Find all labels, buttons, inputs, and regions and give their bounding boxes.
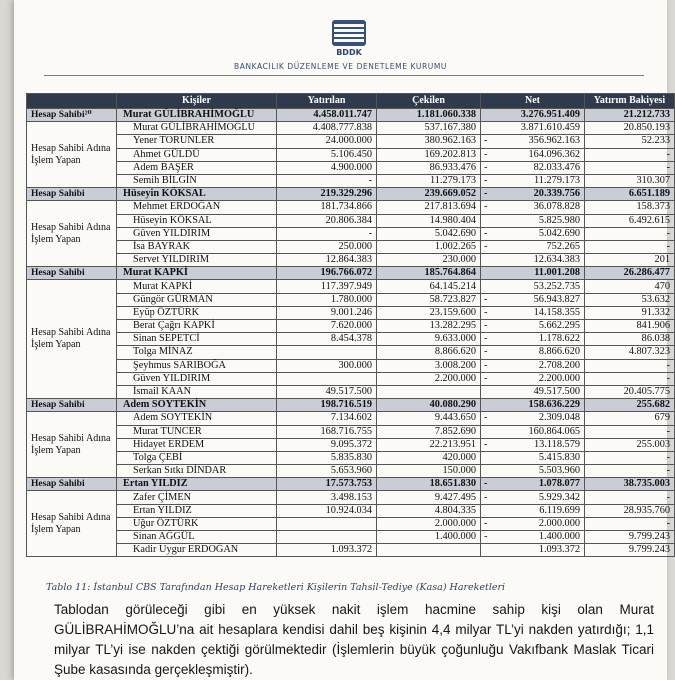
person-name: İsa BAYRAK [117, 240, 277, 253]
cekilen-cell: 40.080.290 [377, 399, 481, 412]
bakiye-cell: 9.799.243 [585, 544, 675, 557]
yatirilan-cell: 1.780.000 [277, 293, 377, 306]
table-body [27, 109, 675, 557]
net-cell [481, 280, 585, 293]
bakiye-cell: 28.935.760 [585, 504, 675, 517]
table-row [27, 465, 675, 478]
yatirilan-cell: 49.517.500 [277, 385, 377, 398]
owner-row [27, 478, 675, 491]
net-cell [481, 135, 585, 148]
table-row [27, 385, 675, 398]
bakiye-cell: - [585, 227, 675, 240]
column-header: Yatırılan [277, 94, 377, 109]
negative-sign: - [484, 531, 488, 543]
yatirilan-cell: 181.734.866 [277, 201, 377, 214]
net-value: 164.096.362 [528, 148, 580, 160]
cekilen-cell: 185.764.864 [377, 267, 481, 280]
net-cell [481, 306, 585, 319]
net-value: 2.708.200 [538, 359, 580, 371]
person-name: Hüseyin KÖKSAL [117, 214, 277, 227]
person-name: Eyüp ÖZTÜRK [117, 306, 277, 319]
net-cell [481, 517, 585, 530]
person-name: Ertan YILDIZ [117, 504, 277, 517]
bakiye-cell: 158.373 [585, 201, 675, 214]
yatirilan-cell: 117.397.949 [277, 280, 377, 293]
yatirilan-cell: - [277, 227, 377, 240]
table-row [27, 214, 675, 227]
role-label: Hesap Sahibi Adına İşlem Yapan [27, 412, 117, 478]
net-cell [481, 214, 585, 227]
negative-sign: - [484, 175, 488, 187]
person-name: Ahmet GÜLDÜ [117, 148, 277, 161]
cekilen-cell: 150.000 [377, 465, 481, 478]
yatirilan-cell: - [277, 174, 377, 187]
bakiye-cell: 26.286.477 [585, 267, 675, 280]
net-value: 5.503.960 [538, 465, 580, 477]
negative-sign: - [484, 240, 488, 252]
table-row [27, 346, 675, 359]
bakiye-cell: 201 [585, 254, 675, 267]
net-cell [481, 240, 585, 253]
net-cell [481, 188, 585, 201]
net-cell [481, 425, 585, 438]
person-name: Uğur ÖZTÜRK [117, 517, 277, 530]
person-name: Mehmet ERDOĞAN [117, 201, 277, 214]
column-header: Yatırım Bakiyesi [585, 94, 675, 109]
table-row [27, 425, 675, 438]
bakiye-cell: - [585, 425, 675, 438]
table-row [27, 135, 675, 148]
table-row [27, 227, 675, 240]
bakiye-cell: 255.003 [585, 438, 675, 451]
cekilen-cell: 3.008.200 [377, 359, 481, 372]
person-name: Güven YILDIRIM [117, 227, 277, 240]
bakiye-cell: - [585, 372, 675, 385]
negative-sign: - [484, 135, 488, 147]
net-cell [481, 412, 585, 425]
net-cell [481, 346, 585, 359]
negative-sign: - [484, 320, 488, 332]
net-value: 5.042.690 [538, 227, 580, 239]
table-row [27, 306, 675, 319]
bakiye-cell: 91.332 [585, 306, 675, 319]
table-row [27, 254, 675, 267]
person-name: Kadir Uygur ERDOĞAN [117, 544, 277, 557]
net-value: 3.276.951.409 [520, 109, 580, 121]
yatirilan-cell: 300.000 [277, 359, 377, 372]
bakiye-cell: - [585, 465, 675, 478]
table-row [27, 122, 675, 135]
net-value: 11.001.208 [534, 267, 580, 279]
bakiye-cell: - [585, 451, 675, 464]
cekilen-cell: 217.813.694 [377, 201, 481, 214]
cekilen-cell: 86.933.476 [377, 161, 481, 174]
cekilen-cell: 23.159.600 [377, 306, 481, 319]
table-header-row [27, 94, 675, 109]
transactions-table-wrapper [26, 93, 674, 557]
yatirilan-cell: 17.573.753 [277, 478, 377, 491]
column-header: Çekilen [377, 94, 481, 109]
net-value: 1.093.372 [538, 544, 580, 556]
negative-sign: - [484, 293, 488, 305]
cekilen-cell: 11.279.173 [377, 174, 481, 187]
yatirilan-cell: 24.000.000 [277, 135, 377, 148]
net-value: 1.400.000 [538, 531, 580, 543]
net-cell [481, 385, 585, 398]
owner-label: Hesap Sahibi [27, 267, 117, 280]
negative-sign: - [484, 201, 488, 213]
bakiye-cell: 255.682 [585, 399, 675, 412]
negative-sign: - [484, 188, 488, 200]
net-cell [481, 399, 585, 412]
net-value: 5.415.830 [538, 451, 580, 463]
yatirilan-cell: 5.106.450 [277, 148, 377, 161]
yatirilan-cell: 10.924.034 [277, 504, 377, 517]
negative-sign: - [484, 148, 488, 160]
net-value: 36.078.828 [533, 201, 580, 213]
owner-name: Murat KAPKİ [117, 267, 277, 280]
table-row [27, 412, 675, 425]
net-value: 11.279.173 [534, 175, 580, 187]
yatirilan-cell: 4.408.777.838 [277, 122, 377, 135]
negative-sign: - [484, 517, 488, 529]
bakiye-cell: 38.735.003 [585, 478, 675, 491]
person-name: Semih BİLGİN [117, 174, 277, 187]
net-value: 2.200.000 [538, 372, 580, 384]
negative-sign: - [484, 412, 488, 424]
yatirilan-cell: 5.835.830 [277, 451, 377, 464]
bakiye-cell: 6.651.189 [585, 188, 675, 201]
person-name: Sinan AĞGÜL [117, 531, 277, 544]
transactions-table [26, 93, 675, 557]
cekilen-cell: 7.852.690 [377, 425, 481, 438]
role-label: Hesap Sahibi Adına İşlem Yapan [27, 201, 117, 267]
yatirilan-cell: 12.864.383 [277, 254, 377, 267]
person-name: Güven YILDIRIM [117, 372, 277, 385]
negative-sign: - [484, 333, 488, 345]
net-cell [481, 372, 585, 385]
net-cell [481, 544, 585, 557]
net-value: 2.000.000 [538, 517, 580, 529]
person-name: Murat KAPKİ [117, 280, 277, 293]
table-row [27, 161, 675, 174]
net-value: 160.864.065 [528, 425, 580, 437]
cekilen-cell [377, 385, 481, 398]
column-header: Net [481, 94, 585, 109]
negative-sign: - [484, 306, 488, 318]
bakiye-cell: - [585, 161, 675, 174]
cekilen-cell: 239.669.052 [377, 188, 481, 201]
net-cell [481, 122, 585, 135]
body-paragraph: Tablodan görüleceği gibi en yüksek nakit işlem hacmine sahip kişi olan Murat GÜLİBRAHİMOĞLU’na ait hesaplara kendisi dahil beş kişinin 4,4 milyar TL’yi nakden yatırdığı; 1,1 milyar TL’yi ise nakden çektiği görülmektedir (İşlemlerin büyük çoğunluğu Vakıfbank Maslak Ticari Şube kasasında gerçekleşmiştir). [54, 602, 654, 677]
document-page [14, 0, 670, 680]
bakiye-cell: 679 [585, 412, 675, 425]
bakiye-cell: 20.405.775 [585, 385, 675, 398]
person-name: Adem SOYTEKİN [117, 412, 277, 425]
net-value: 3.871.610.459 [520, 122, 580, 134]
net-value: 2.309.048 [538, 412, 580, 424]
table-row [27, 451, 675, 464]
table-row [27, 438, 675, 451]
cekilen-cell: 9.427.495 [377, 491, 481, 504]
table-row [27, 359, 675, 372]
person-name: Murat GÜLİBRAHİMOĞLU [117, 122, 277, 135]
bakiye-cell: 841.906 [585, 320, 675, 333]
cekilen-cell: 2.000.000 [377, 517, 481, 530]
person-name: Tolga ÇEBİ [117, 451, 277, 464]
owner-label: Hesap Sahibi [27, 399, 117, 412]
person-name: Adem BAŞER [117, 161, 277, 174]
cekilen-cell: 1.400.000 [377, 531, 481, 544]
yatirilan-cell: 219.329.296 [277, 188, 377, 201]
net-cell [481, 491, 585, 504]
yatirilan-cell: 1.093.372 [277, 544, 377, 557]
bakiye-cell: 86.038 [585, 333, 675, 346]
bakiye-cell: 9.799.243 [585, 531, 675, 544]
net-value: 5.825.980 [538, 214, 580, 226]
person-name: Şeyhmus SARIBOĞA [117, 359, 277, 372]
bddk-logo-icon [332, 20, 366, 46]
net-cell [481, 478, 585, 491]
yatirilan-cell [277, 346, 377, 359]
table-row [27, 280, 675, 293]
person-name: Zafer ÇİMEN [117, 491, 277, 504]
owner-name: Murat GÜLİBRAHİMOĞLU [117, 109, 277, 122]
bakiye-cell: - [585, 148, 675, 161]
column-header: Kişiler [117, 94, 277, 109]
role-label: Hesap Sahibi Adına İşlem Yapan [27, 122, 117, 188]
yatirilan-cell: 4.458.011.747 [277, 109, 377, 122]
yatirilan-cell: 168.716.755 [277, 425, 377, 438]
cekilen-cell: 13.282.295 [377, 320, 481, 333]
net-cell [481, 174, 585, 187]
cekilen-cell: 5.042.690 [377, 227, 481, 240]
net-cell [481, 109, 585, 122]
table-caption: Tablo 11: İstanbul CBS Tarafından Hesap Hareketleri Kişilerin Tahsil-Tediye (Kasa) Hareketleri [46, 582, 506, 593]
net-value: 5.662.295 [538, 320, 580, 332]
net-cell [481, 227, 585, 240]
negative-sign: - [484, 359, 488, 371]
owner-label: Hesap Sahibi [27, 188, 117, 201]
cekilen-cell: 4.804.335 [377, 504, 481, 517]
negative-sign: - [484, 346, 488, 358]
person-name: Güngör GÜRMAN [117, 293, 277, 306]
bakiye-cell: - [585, 517, 675, 530]
owner-row [27, 267, 675, 280]
yatirilan-cell: 4.900.000 [277, 161, 377, 174]
negative-sign: - [484, 372, 488, 384]
owner-label: Hesap Sahibi [27, 478, 117, 491]
table-row [27, 320, 675, 333]
table-row [27, 531, 675, 544]
net-value: 12.634.383 [533, 254, 580, 266]
net-cell [481, 531, 585, 544]
net-cell [481, 320, 585, 333]
net-value: 1.078.077 [538, 478, 580, 490]
net-cell [481, 359, 585, 372]
net-cell [481, 161, 585, 174]
net-value: 6.119.699 [539, 504, 580, 516]
table-row [27, 372, 675, 385]
net-cell [481, 148, 585, 161]
owner-name: Hüseyin KÖKSAL [117, 188, 277, 201]
person-name: Berat Çağrı KAPKİ [117, 320, 277, 333]
bakiye-cell: 52.233 [585, 135, 675, 148]
table-row [27, 174, 675, 187]
negative-sign: - [484, 478, 488, 490]
net-value: 53.252.735 [533, 280, 580, 292]
net-value: 13.118.579 [534, 438, 580, 450]
bddk-logo [332, 20, 366, 60]
cekilen-cell: 230.000 [377, 254, 481, 267]
net-value: 82.033.476 [533, 161, 580, 173]
negative-sign: - [484, 491, 488, 503]
net-value: 49.517.500 [533, 386, 580, 398]
person-name: Serkan Sıtkı DİNDAR [117, 465, 277, 478]
bakiye-cell: 6.492.615 [585, 214, 675, 227]
cekilen-cell: 64.145.214 [377, 280, 481, 293]
cekilen-cell: 9.443.650 [377, 412, 481, 425]
owner-row [27, 399, 675, 412]
negative-sign: - [484, 161, 488, 173]
owner-name: Adem SOYTEKİN [117, 399, 277, 412]
net-cell [481, 438, 585, 451]
agency-name: BANKACILIK DÜZENLEME VE DENETLEME KURUMU [233, 62, 448, 71]
cekilen-cell: 18.651.830 [377, 478, 481, 491]
cekilen-cell: 380.962.163 [377, 135, 481, 148]
yatirilan-cell: 198.716.519 [277, 399, 377, 412]
owner-row [27, 109, 675, 122]
table-row [27, 333, 675, 346]
table-row [27, 517, 675, 530]
person-name: Servet YILDIRIM [117, 254, 277, 267]
yatirilan-cell: 8.454.378 [277, 333, 377, 346]
table-row [27, 544, 675, 557]
cekilen-cell: 169.202.813 [377, 148, 481, 161]
net-value: 14.158.355 [533, 306, 580, 318]
cekilen-cell: 9.633.000 [377, 333, 481, 346]
owner-row [27, 188, 675, 201]
yatirilan-cell [277, 531, 377, 544]
person-name: Sinan SEPETCİ [117, 333, 277, 346]
logo-label: BDDK [336, 48, 362, 57]
negative-sign: - [484, 438, 488, 450]
bakiye-cell: 470 [585, 280, 675, 293]
bakiye-cell: 21.212.733 [585, 109, 675, 122]
cekilen-cell: 1.181.060.338 [377, 109, 481, 122]
cekilen-cell [377, 544, 481, 557]
owner-label: Hesap Sahibi²⁰ [27, 109, 117, 122]
net-cell [481, 465, 585, 478]
net-cell [481, 333, 585, 346]
negative-sign: - [484, 227, 488, 239]
header-rule [44, 75, 644, 76]
yatirilan-cell: 20.806.384 [277, 214, 377, 227]
table-row [27, 148, 675, 161]
cekilen-cell: 8.866.620 [377, 346, 481, 359]
person-name: Tolga MİNAZ [117, 346, 277, 359]
net-value: 8.866.620 [538, 346, 580, 358]
cekilen-cell: 1.002.265 [377, 240, 481, 253]
yatirilan-cell [277, 517, 377, 530]
yatirilan-cell: 250.000 [277, 240, 377, 253]
net-value: 752.265 [546, 240, 580, 252]
cekilen-cell: 58.723.827 [377, 293, 481, 306]
net-cell [481, 451, 585, 464]
role-label: Hesap Sahibi Adına İşlem Yapan [27, 491, 117, 557]
cekilen-cell: 537.167.380 [377, 122, 481, 135]
yatirilan-cell: 3.498.153 [277, 491, 377, 504]
column-header [27, 94, 117, 109]
net-value: 1.178.622 [538, 333, 580, 345]
bakiye-cell: - [585, 240, 675, 253]
net-cell [481, 293, 585, 306]
yatirilan-cell: 7.620.000 [277, 320, 377, 333]
yatirilan-cell: 196.766.072 [277, 267, 377, 280]
bakiye-cell: - [585, 359, 675, 372]
bakiye-cell: - [585, 491, 675, 504]
bakiye-cell: 53.632 [585, 293, 675, 306]
person-name: Murat TUNCER [117, 425, 277, 438]
table-row [27, 240, 675, 253]
yatirilan-cell [277, 372, 377, 385]
net-cell [481, 267, 585, 280]
person-name: Yener TORUNLER [117, 135, 277, 148]
net-value: 56.943.827 [533, 293, 580, 305]
bakiye-cell: 310.307 [585, 174, 675, 187]
net-cell [481, 504, 585, 517]
yatirilan-cell: 9.095.372 [277, 438, 377, 451]
net-value: 158.636.229 [528, 399, 580, 411]
cekilen-cell: 14.980.404 [377, 214, 481, 227]
person-name: Hidayet ERDEM [117, 438, 277, 451]
table-row [27, 504, 675, 517]
cekilen-cell: 22.213.951 [377, 438, 481, 451]
net-value: 20.339.756 [533, 188, 580, 200]
owner-name: Ertan YILDIZ [117, 478, 277, 491]
yatirilan-cell: 9.001.246 [277, 306, 377, 319]
cekilen-cell: 2.200.000 [377, 372, 481, 385]
role-label: Hesap Sahibi Adına İşlem Yapan [27, 280, 117, 399]
bakiye-cell: 4.807.323 [585, 346, 675, 359]
table-row [27, 491, 675, 504]
table-row [27, 293, 675, 306]
cekilen-cell: 420.000 [377, 451, 481, 464]
net-cell [481, 254, 585, 267]
net-value: 5.929.342 [538, 491, 580, 503]
yatirilan-cell: 5.653.960 [277, 465, 377, 478]
table-row [27, 201, 675, 214]
yatirilan-cell: 7.134.602 [277, 412, 377, 425]
bakiye-cell: 20.850.193 [585, 122, 675, 135]
net-cell [481, 201, 585, 214]
person-name: İsmail KAAN [117, 385, 277, 398]
net-value: 356.962.163 [528, 135, 580, 147]
